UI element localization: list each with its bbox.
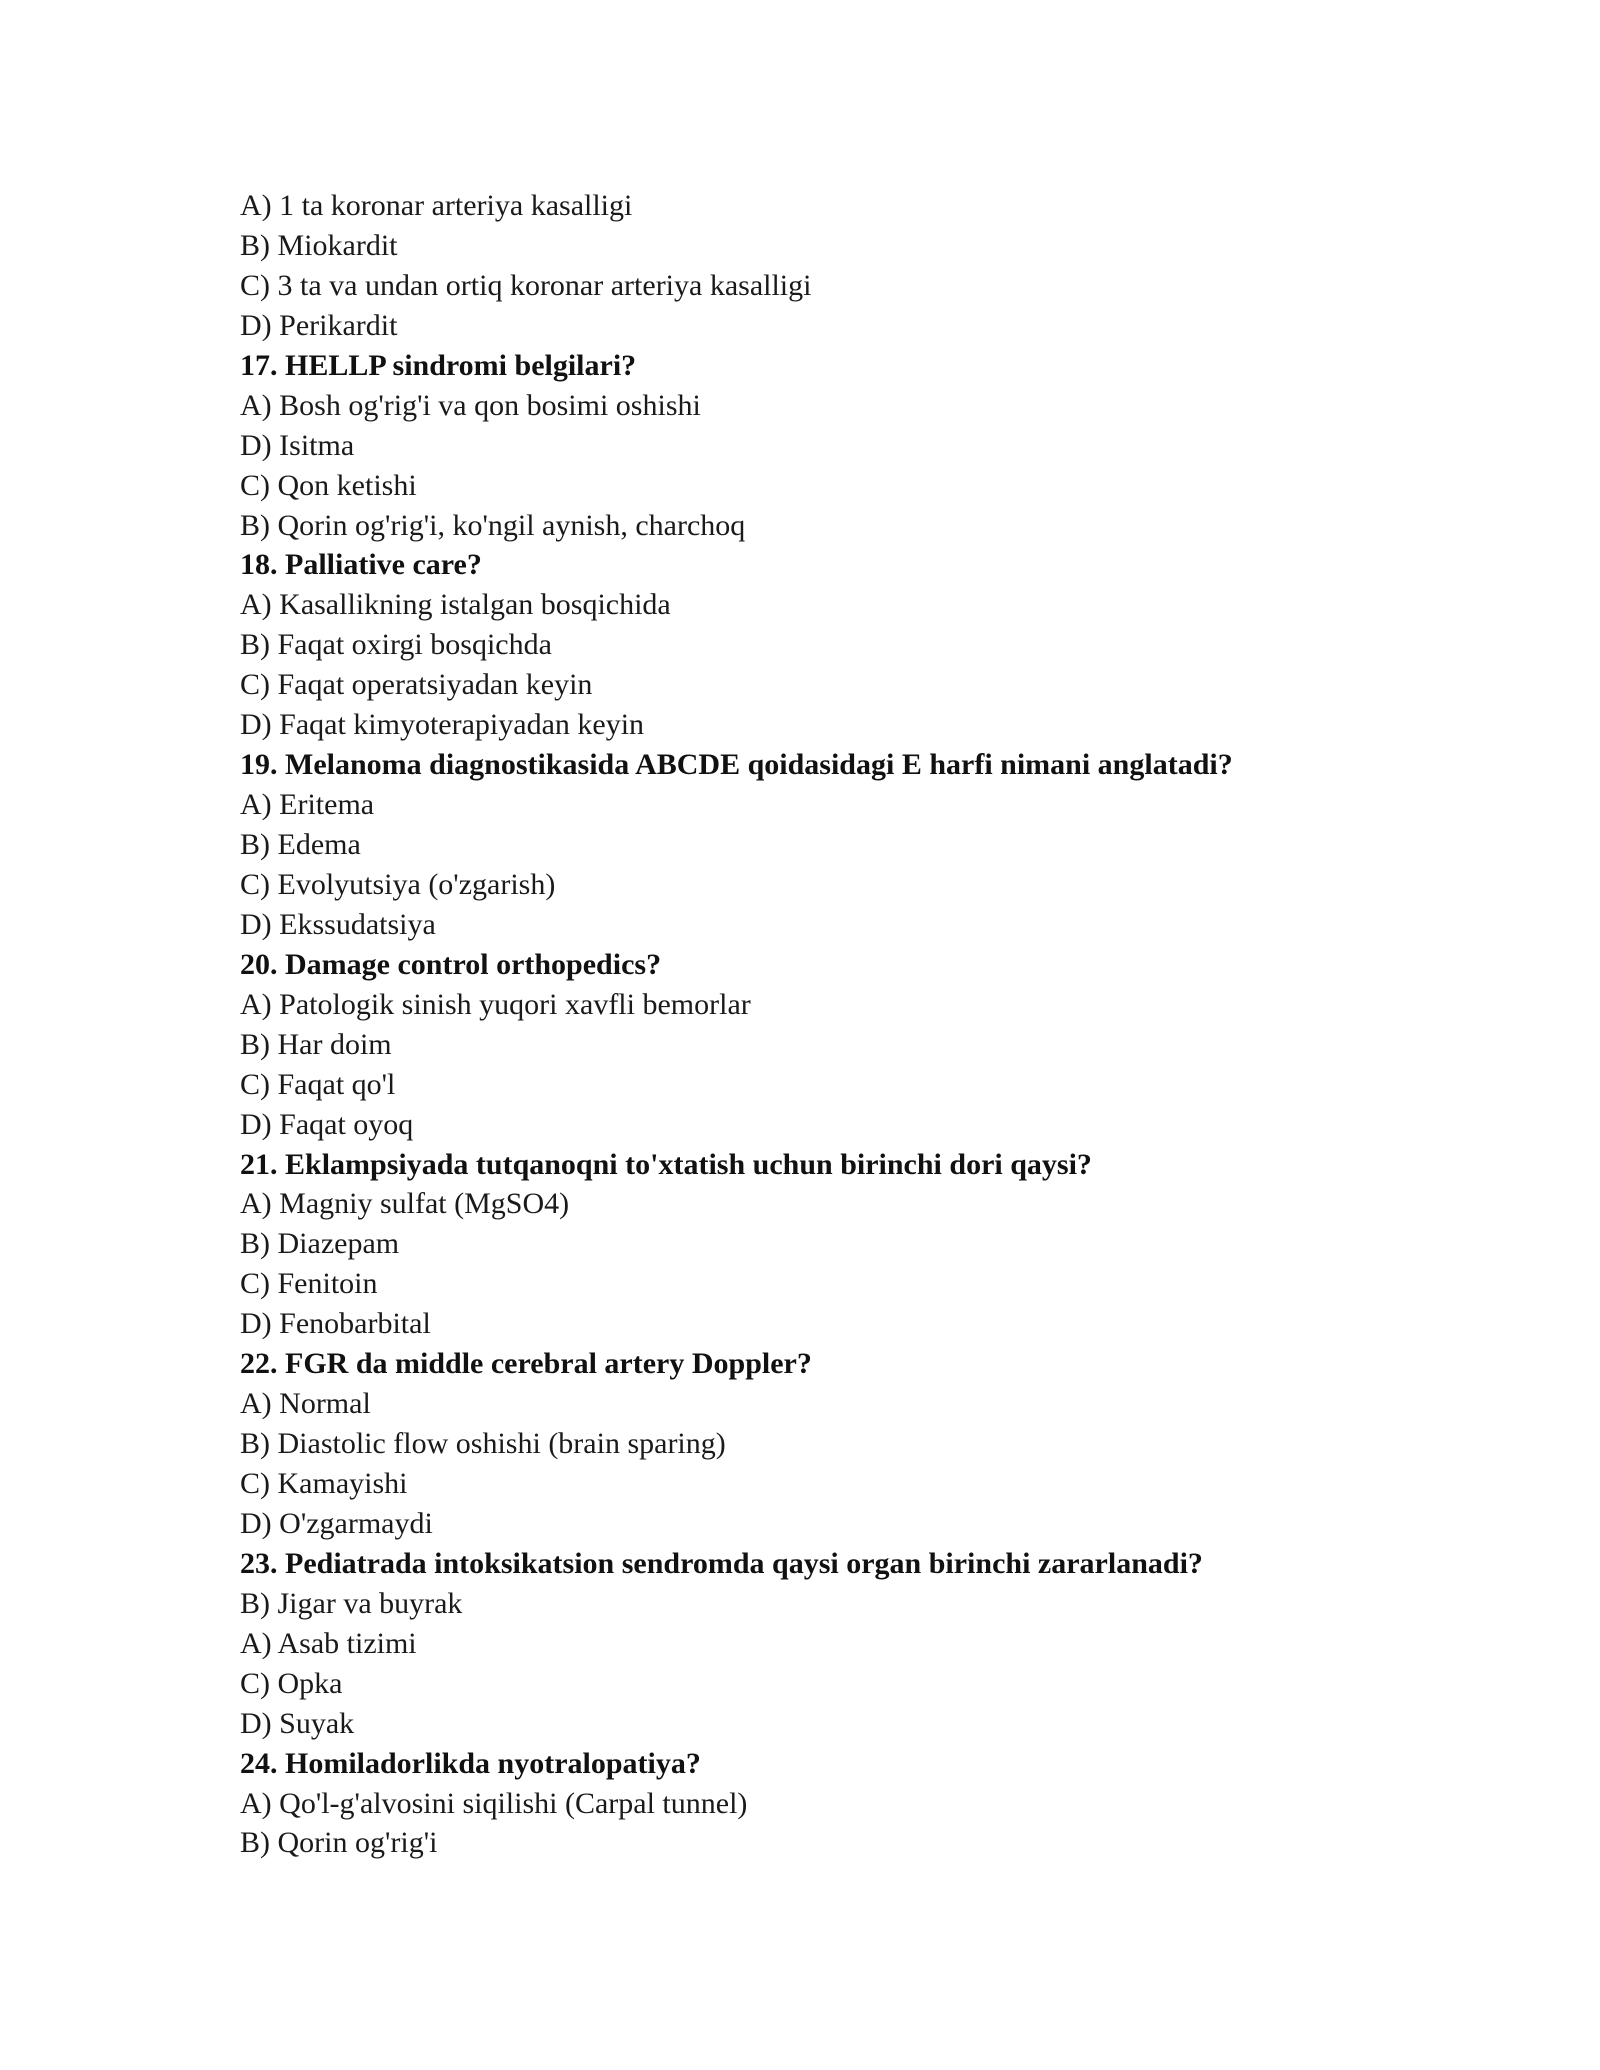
question-heading: 18. Palliative care? — [240, 548, 482, 582]
answer-option: B) Diastolic flow oshishi (brain sparing) — [240, 1427, 726, 1461]
answer-option: D) Perikardit — [240, 308, 398, 342]
answer-option: A) Asab tizimi — [240, 1626, 417, 1660]
question-heading: 23. Pediatrada intoksikatsion sendromda qaysi organ birinchi zararlanadi? — [240, 1546, 1203, 1580]
answer-option: A) Patologik sinish yuqori xavfli bemorlar — [240, 987, 751, 1021]
answer-option: B) Jigar va buyrak — [240, 1586, 463, 1620]
answer-option: C) Opka — [240, 1666, 343, 1700]
answer-option: B) Qorin og'rig'i — [240, 1826, 438, 1860]
answer-option: A) Normal — [240, 1387, 371, 1421]
answer-option: B) Har doim — [240, 1027, 392, 1061]
answer-option: B) Qorin og'rig'i, ko'ngil aynish, charchoq — [240, 508, 746, 542]
answer-option: C) Fenitoin — [240, 1267, 378, 1301]
answer-option: B) Diazepam — [240, 1227, 400, 1261]
answer-option: C) 3 ta va undan ortiq koronar arteriya kasalligi — [240, 268, 812, 302]
answer-option: D) Faqat kimyoterapiyadan keyin — [240, 708, 645, 742]
answer-option: C) Evolyutsiya (o'zgarish) — [240, 867, 556, 901]
answer-option: D) Fenobarbital — [240, 1307, 431, 1341]
question-heading: 24. Homiladorlikda nyotralopatiya? — [240, 1746, 701, 1780]
answer-option: A) Eritema — [240, 788, 375, 822]
answer-option: D) O'zgarmaydi — [240, 1506, 433, 1540]
question-heading: 17. HELLP sindromi belgilari? — [240, 348, 637, 382]
answer-option: A) 1 ta koronar arteriya kasalligi — [240, 189, 633, 222]
answer-option: A) Kasallikning istalgan bosqichida — [240, 588, 671, 622]
answer-option: C) Qon ketishi — [240, 468, 417, 502]
answer-option: D) Suyak — [240, 1706, 355, 1740]
question-heading: 22. FGR da middle cerebral artery Doppler? — [240, 1347, 812, 1381]
answer-option: A) Qo'l-g'alvosini siqilishi (Carpal tunnel) — [240, 1786, 748, 1820]
answer-option: B) Miokardit — [240, 228, 398, 262]
question-list — [240, 186, 1440, 1863]
answer-option: B) Faqat oxirgi bosqichda — [240, 628, 552, 662]
answer-option: C) Faqat qo'l — [240, 1067, 396, 1101]
question-heading: 20. Damage control orthopedics? — [240, 947, 662, 981]
answer-option: C) Faqat operatsiyadan keyin — [240, 668, 593, 702]
answer-option: C) Kamayishi — [240, 1467, 408, 1500]
answer-option: D) Isitma — [240, 428, 355, 462]
question-heading: 19. Melanoma diagnostikasida ABCDE qoidasidagi E harfi nimani anglatadi? — [240, 748, 1233, 782]
answer-option: D) Ekssudatsiya — [240, 907, 436, 941]
question-heading: 21. Eklampsiyada tutqanoqni to'xtatish uchun birinchi dori qaysi? — [240, 1147, 1092, 1181]
answer-option: A) Magniy sulfat (MgSO4) — [240, 1187, 570, 1221]
answer-option: B) Edema — [240, 828, 361, 861]
answer-option: D) Faqat oyoq — [240, 1107, 414, 1141]
answer-option: A) Bosh og'rig'i va qon bosimi oshishi — [240, 388, 701, 422]
